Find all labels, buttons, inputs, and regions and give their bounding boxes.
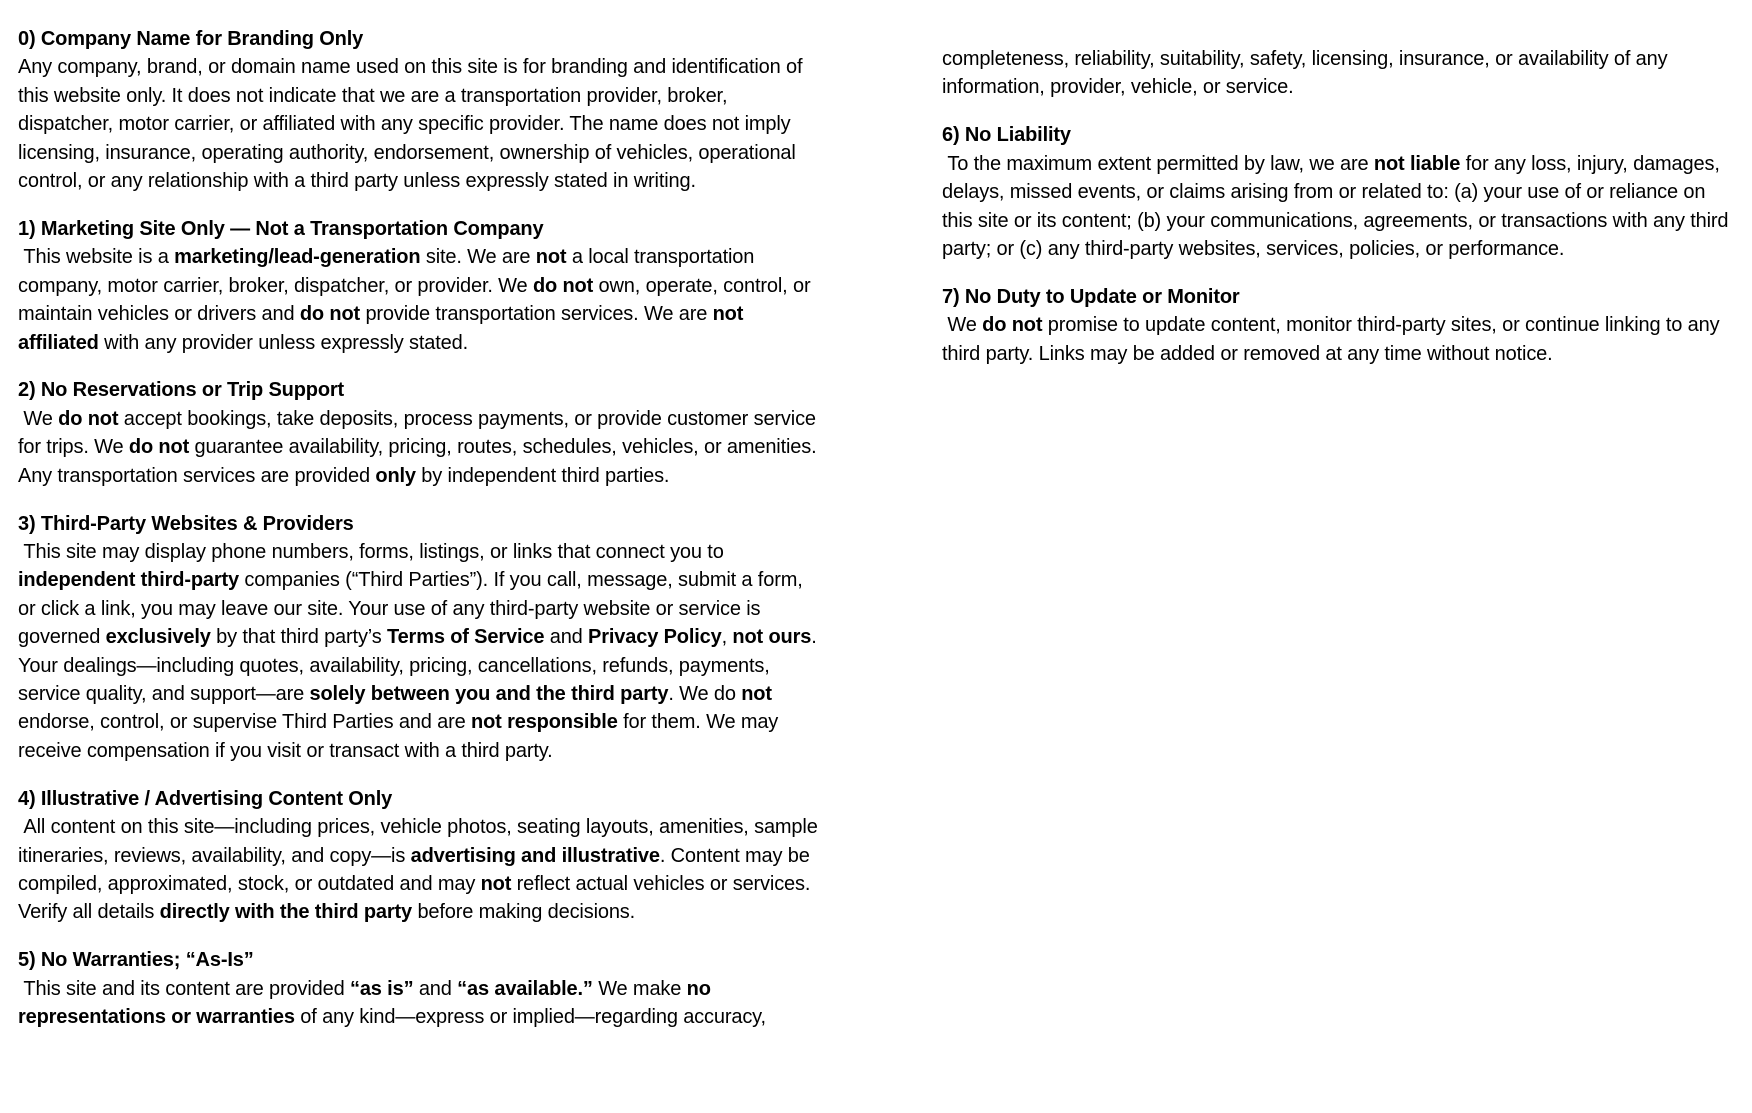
right-column	[942, 45, 1732, 368]
bold-text: do not	[58, 407, 119, 430]
bold-text: no representations or warranties	[18, 977, 717, 1029]
section-paragraph: To the maximum extent permitted by law, we are not liable for any loss, injury, damages, delays, missed events, or claims arising from or related to: (a) your use of or reliance on this site or its content; (b) your communications, agreements, or transactions with any third party; or (c) any third-party websites, services, policies, or performance.	[942, 152, 1734, 260]
section	[942, 283, 1732, 368]
section-paragraph: This site and its content are provided “as is” and “as available.” We make no representations or warranties of any kind—express or implied—regarding accuracy,	[18, 977, 766, 1029]
section-paragraph: This website is a marketing/lead-generation site. We are not a local transportation company, motor carrier, broker, dispatcher, or provider. We do not own, operate, control, or maintain vehicles or drivers and do not provide transportation services. We are not affiliated with any provider unless expressly stated.	[18, 246, 816, 354]
section-heading: 4) Illustrative / Advertising Content Only	[18, 787, 393, 810]
section-heading: 3) Third-Party Websites & Providers	[18, 512, 354, 535]
bold-text: exclusively	[105, 626, 211, 649]
section	[942, 45, 1732, 102]
bold-text: “as is”	[349, 977, 414, 1000]
bold-text: advertising and illustrative	[410, 844, 660, 867]
section	[18, 376, 823, 490]
bold-text: only	[375, 464, 416, 487]
bold-text: not	[480, 872, 512, 895]
section-heading: 5) No Warranties; “As-Is”	[18, 949, 254, 972]
bold-text: marketing/lead-generation	[174, 246, 421, 269]
section	[18, 25, 823, 195]
bold-text: Privacy Policy	[588, 626, 722, 649]
section-paragraph: Any company, brand, or domain name used on this site is for branding and identification of this website only. It does not indicate that we are a transportation provider, broker, dispatcher, motor carrier, or affiliated with any specific provider. The name does not imply licensing, insurance, operating authority, endorsement, ownership of vehicles, operational control, or any relationship with a third party unless expressly stated in writing.	[18, 56, 808, 193]
bold-text: not	[535, 246, 567, 269]
section	[18, 785, 823, 927]
section-paragraph: This site may display phone numbers, forms, listings, or links that connect you to independent third-party companies (“Third Parties”). If you call, message, submit a form, or click a link, you may leave our site. Your use of any third-party website or service is governed exclusively by that third party’s Terms of Service and Privacy Policy, not ours. Your dealings—including quotes, availability, pricing, cancellations, refunds, payments, service quality, and support—are solely between you and the third party. We do not endorse, control, or supervise Third Parties and are not responsible for them. We may receive compensation if you visit or transact with a third party.	[18, 541, 822, 762]
section	[18, 946, 823, 1031]
bold-text: not ours	[732, 626, 812, 649]
section-paragraph: completeness, reliability, suitability, safety, licensing, insurance, or availability of any information, provider, vehicle, or service.	[942, 48, 1673, 99]
bold-text: “as available.”	[457, 977, 593, 1000]
left-column	[18, 25, 823, 1032]
section	[942, 121, 1732, 263]
bold-text: not responsible	[471, 711, 618, 734]
section	[18, 215, 823, 357]
section-heading: 0) Company Name for Branding Only	[18, 28, 364, 50]
bold-text: do not	[299, 303, 361, 326]
section-paragraph: We do not accept bookings, take deposits, process payments, or provide customer service for trips. We do not guarantee availability, pricing, routes, schedules, vehicles, or amenities. Any transportation services are provided only by independent third parties.	[18, 407, 822, 487]
bold-text: not affiliated	[18, 303, 749, 354]
bold-text: not	[741, 683, 772, 706]
bold-text: not liable	[1373, 152, 1461, 175]
bold-text: do not	[982, 314, 1043, 337]
bold-text: solely between you and the third party	[309, 683, 669, 706]
section-heading: 6) No Liability	[942, 124, 1071, 147]
section-heading: 1) Marketing Site Only — Not a Transportation Company	[18, 217, 544, 240]
section-heading: 7) No Duty to Update or Monitor	[942, 285, 1240, 308]
bold-text: independent third-party	[18, 569, 239, 592]
bold-text: do not	[128, 436, 190, 459]
section	[18, 510, 823, 766]
bold-text: do not	[532, 274, 594, 297]
section-paragraph: We do not promise to update content, monitor third-party sites, or continue linking to any third party. Links may be added or removed at any time without notice.	[942, 314, 1725, 365]
section-paragraph: All content on this site—including prices, vehicle photos, seating layouts, amenities, sample itineraries, reviews, availability, and copy—is advertising and illustrative. Content may be compiled, approximated, stock, or outdated and may not reflect actual vehicles or services. Verify all details directly with the third party before making decisions.	[18, 816, 824, 924]
section-heading: 2) No Reservations or Trip Support	[18, 379, 345, 402]
bold-text: directly with the third party	[159, 901, 413, 924]
bold-text: Terms of Service	[387, 626, 545, 649]
